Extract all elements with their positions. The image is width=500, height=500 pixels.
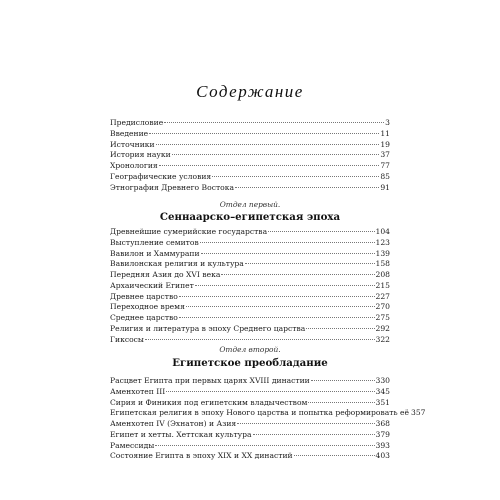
toc-entry (110, 441, 390, 452)
toc-entry-page: 357 (411, 408, 426, 418)
toc-entry-page: 368 (375, 419, 390, 428)
toc-leader-dots (149, 133, 379, 134)
toc-leader-dots (268, 231, 374, 232)
toc-entry-title: Вавилонская религия и культура (110, 259, 244, 269)
toc-entry-page: 227 (375, 291, 390, 301)
toc-entry-title: Передняя Азия до XVI века (110, 270, 221, 279)
toc-leader-dots (159, 165, 380, 166)
toc-entry (110, 172, 390, 183)
toc-entry (110, 270, 390, 281)
toc-entry (110, 259, 390, 270)
toc-leader-dots (195, 285, 375, 286)
toc-entry (110, 376, 390, 387)
toc-entry-title: Египет и хетты. Хеттская культура (110, 429, 252, 439)
toc-entry-page: 77 (380, 161, 390, 170)
toc-leader-dots (212, 176, 379, 177)
toc-entry-title: Рамессиды (110, 440, 155, 450)
toc-entry-page: 158 (375, 259, 390, 269)
toc-entry-title: Переходное время (110, 302, 185, 312)
toc-leader-dots (200, 242, 375, 243)
toc-entry-title: Аменхотеп III (110, 386, 166, 396)
toc-entry (110, 387, 390, 398)
toc-entry (110, 183, 390, 194)
toc-leader-dots (166, 391, 374, 392)
toc-entry-page: 37 (380, 150, 390, 160)
toc-entry-title: Гиксосы (110, 334, 144, 344)
toc-entry-title: Предисловие (110, 118, 164, 127)
toc-entry (110, 335, 390, 346)
toc-entry-title: Сирия и Финикия под египетским владычеством (110, 397, 308, 407)
toc-entry (110, 398, 390, 409)
toc-entry-page: 215 (375, 280, 390, 290)
toc-entry (110, 140, 390, 151)
toc-entry (110, 419, 390, 430)
toc-entry-page: 85 (380, 171, 390, 181)
toc-leader-dots (311, 380, 375, 381)
toc-entry-title: Состояние Египта в эпоху XIX и XX династий (110, 451, 293, 461)
toc-entry-page: 345 (375, 386, 390, 396)
toc-entry-page: 208 (375, 270, 390, 279)
toc-leader-dots (308, 402, 374, 403)
toc-entry-page: 330 (375, 376, 390, 385)
toc-entry (110, 302, 390, 313)
toc-entry-page: 104 (375, 227, 390, 236)
toc-entry (110, 408, 426, 419)
toc-entry-page: 393 (375, 440, 390, 450)
toc-entry-title: Выступление семитов (110, 237, 199, 247)
toc-entry (110, 324, 390, 335)
toc-entry-page: 351 (375, 397, 390, 407)
toc-leader-dots (253, 434, 375, 435)
toc-leader-dots (186, 306, 375, 307)
toc-entry-title: Хронология (110, 161, 158, 170)
toc-entry (110, 292, 390, 303)
toc-entry-title: Египетская религия в эпоху Нового царства и попытка реформировать её (110, 408, 410, 418)
toc-entry-title: История науки (110, 150, 171, 160)
toc-entry (110, 313, 390, 324)
toc-leader-dots (306, 328, 374, 329)
toc-entry (110, 161, 390, 172)
toc-entry-title: Источники (110, 139, 155, 149)
toc-entry-page: 322 (375, 334, 390, 344)
toc-leader-dots (294, 455, 375, 456)
toc-section-1-list (110, 227, 390, 345)
page-title: Содержание (196, 82, 304, 101)
toc-entry-title: Аменхотеп IV (Эхнатон) и Азия (110, 419, 237, 428)
toc-leader-dots (237, 423, 374, 424)
section-1-label: Отдел первый. (219, 200, 281, 209)
toc-entry-page: 275 (375, 313, 390, 322)
toc-leader-dots (201, 253, 375, 254)
toc-entry-title: Вавилон и Хаммурапи (110, 248, 200, 258)
toc-entry (110, 281, 390, 292)
toc-entry (110, 227, 390, 238)
toc-leader-dots (172, 154, 380, 155)
toc-entry-title: Древнее царство (110, 291, 178, 301)
toc-leader-dots (221, 274, 374, 275)
toc-entry-page: 292 (375, 323, 390, 333)
toc-entry-title: Введение (110, 128, 149, 138)
toc-leader-dots (164, 122, 384, 123)
toc-leader-dots (179, 296, 375, 297)
toc-entry-page: 270 (375, 302, 390, 312)
toc-entry (110, 129, 390, 140)
toc-entry-title: Древнейшие сумерийские государства (110, 227, 268, 236)
toc-entry (110, 118, 390, 129)
toc-intro-list (110, 118, 390, 193)
toc-entry-title: Расцвет Египта при первых царях XVIII династии (110, 376, 310, 385)
section-1-heading: Сеннаарско–египетская эпоха (159, 211, 341, 223)
toc-entry-page: 403 (375, 451, 390, 461)
toc-entry-page: 11 (380, 128, 390, 138)
toc-entry (110, 451, 390, 462)
section-2-heading: Египетское преобладание (172, 357, 328, 369)
toc-entry (110, 249, 390, 260)
toc-entry-page: 19 (380, 139, 390, 149)
toc-entry-title: Среднее царство (110, 313, 178, 322)
section-2-label: Отдел второй. (219, 345, 281, 354)
toc-entry-page: 379 (375, 429, 390, 439)
toc-entry-page: 123 (375, 237, 390, 247)
toc-leader-dots (235, 187, 379, 188)
toc-leader-dots (145, 339, 375, 340)
toc-entry-page: 139 (375, 248, 390, 258)
toc-leader-dots (156, 144, 380, 145)
toc-leader-dots (245, 263, 375, 264)
toc-entry-title: Религия и литература в эпоху Среднего царства (110, 323, 306, 333)
toc-entry (110, 238, 390, 249)
toc-entry (110, 150, 390, 161)
toc-entry (110, 430, 390, 441)
toc-entry-page: 3 (385, 118, 390, 127)
toc-entry-title: Географические условия (110, 171, 212, 181)
toc-entry-title: Этнография Древнего Востока (110, 182, 234, 192)
toc-section-2-list (110, 376, 426, 462)
toc-leader-dots (179, 317, 375, 318)
toc-entry-title: Архаический Египет (110, 280, 194, 290)
toc-leader-dots (155, 445, 374, 446)
toc-entry-page: 91 (380, 182, 390, 192)
